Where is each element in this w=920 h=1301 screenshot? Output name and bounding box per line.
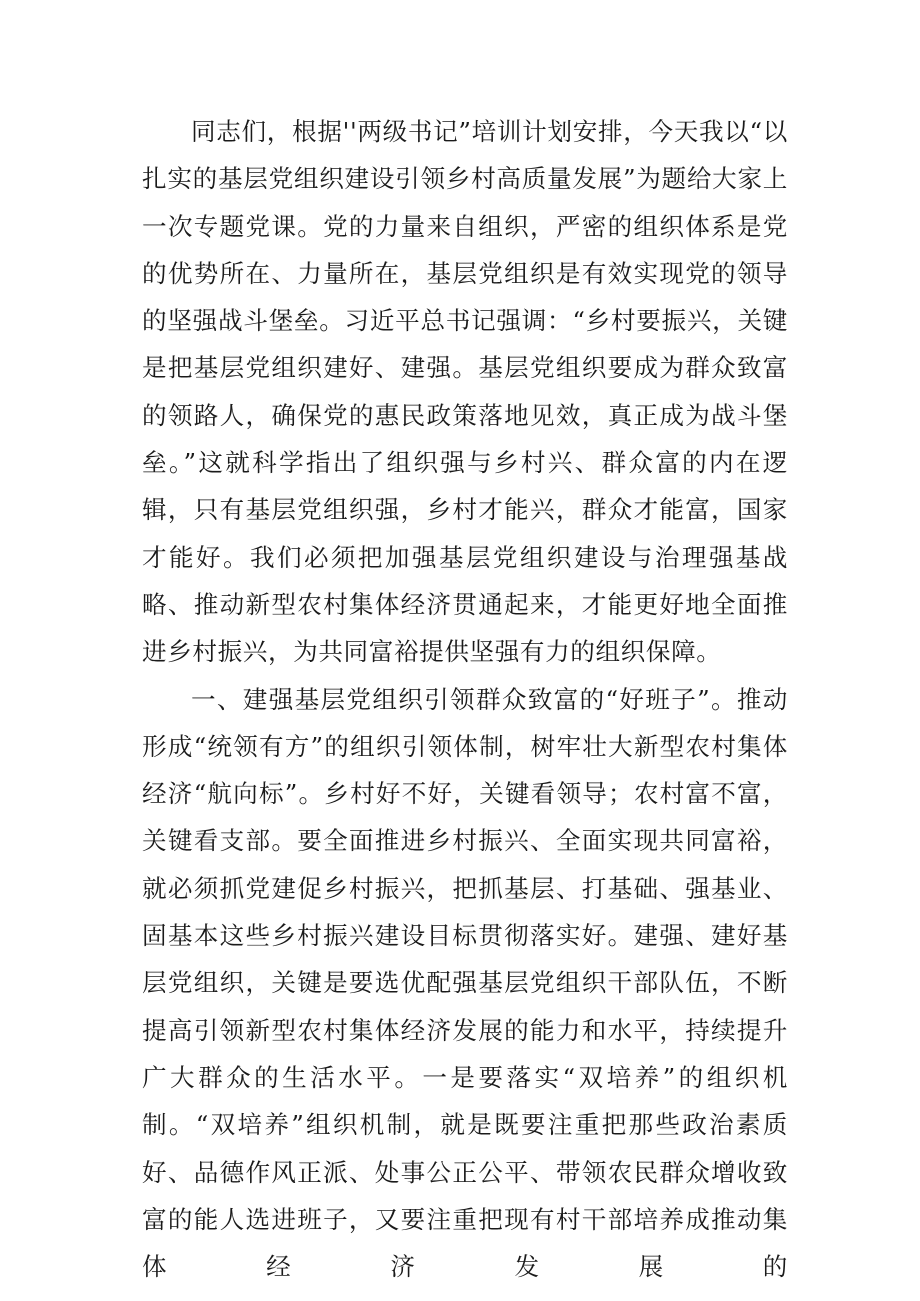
document-body xyxy=(142,108,788,1290)
paragraph-section-one: 一、建强基层党组织引领群众致富的“好班子”。推动形成“统领有方”的组织引领体制，树牢壮大新型农村集体经济“航向标”。乡村好不好，关键看领导；农村富不富，关键看支部。要全面推进乡村振兴、全面实现共同富裕，就必须抓党建促乡村振兴，把抓基层、打基础、强基业、固基本这些乡村振兴建设目标贯彻落实好。建强、建好基层党组织，关键是要选优配强基层党组织干部队伍，不断提高引领新型农村集体经济发展的能力和水平，持续提升广大群众的生活水平。一是要落实“双培养”的组织机制。“双培养”组织机制，就是既要注重把那些政治素质好、品德作风正派、处事公正公平、带领农民群众增收致富的能人选进班子，又要注重把现有村干部培养成推动集体经济发展的 xyxy=(142,684,788,1282)
paragraph-intro: 同志们，根据''两级书记”培训计划安排，今天我以“以扎实的基层党组织建设引领乡村高质量发展”为题给大家上一次专题党课。党的力量来自组织，严密的组织体系是党的优势所在、力量所在，基层党组织是有效实现党的领导的坚强战斗堡垒。习近平总书记强调：“乡村要振兴，关键是把基层党组织建好、建强。基层党组织要成为群众致富的领路人，确保党的惠民政策落地见效，真正成为战斗堡垒。”这就科学指出了组织强与乡村兴、群众富的内在逻辑，只有基层党组织强，乡村才能兴，群众才能富，国家才能好。我们必须把加强基层党组织建设与治理强基战略、推动新型农村集体经济贯通起来，才能更好地全面推进乡村振兴，为共同富裕提供坚强有力的组织保障。 xyxy=(142,117,788,667)
